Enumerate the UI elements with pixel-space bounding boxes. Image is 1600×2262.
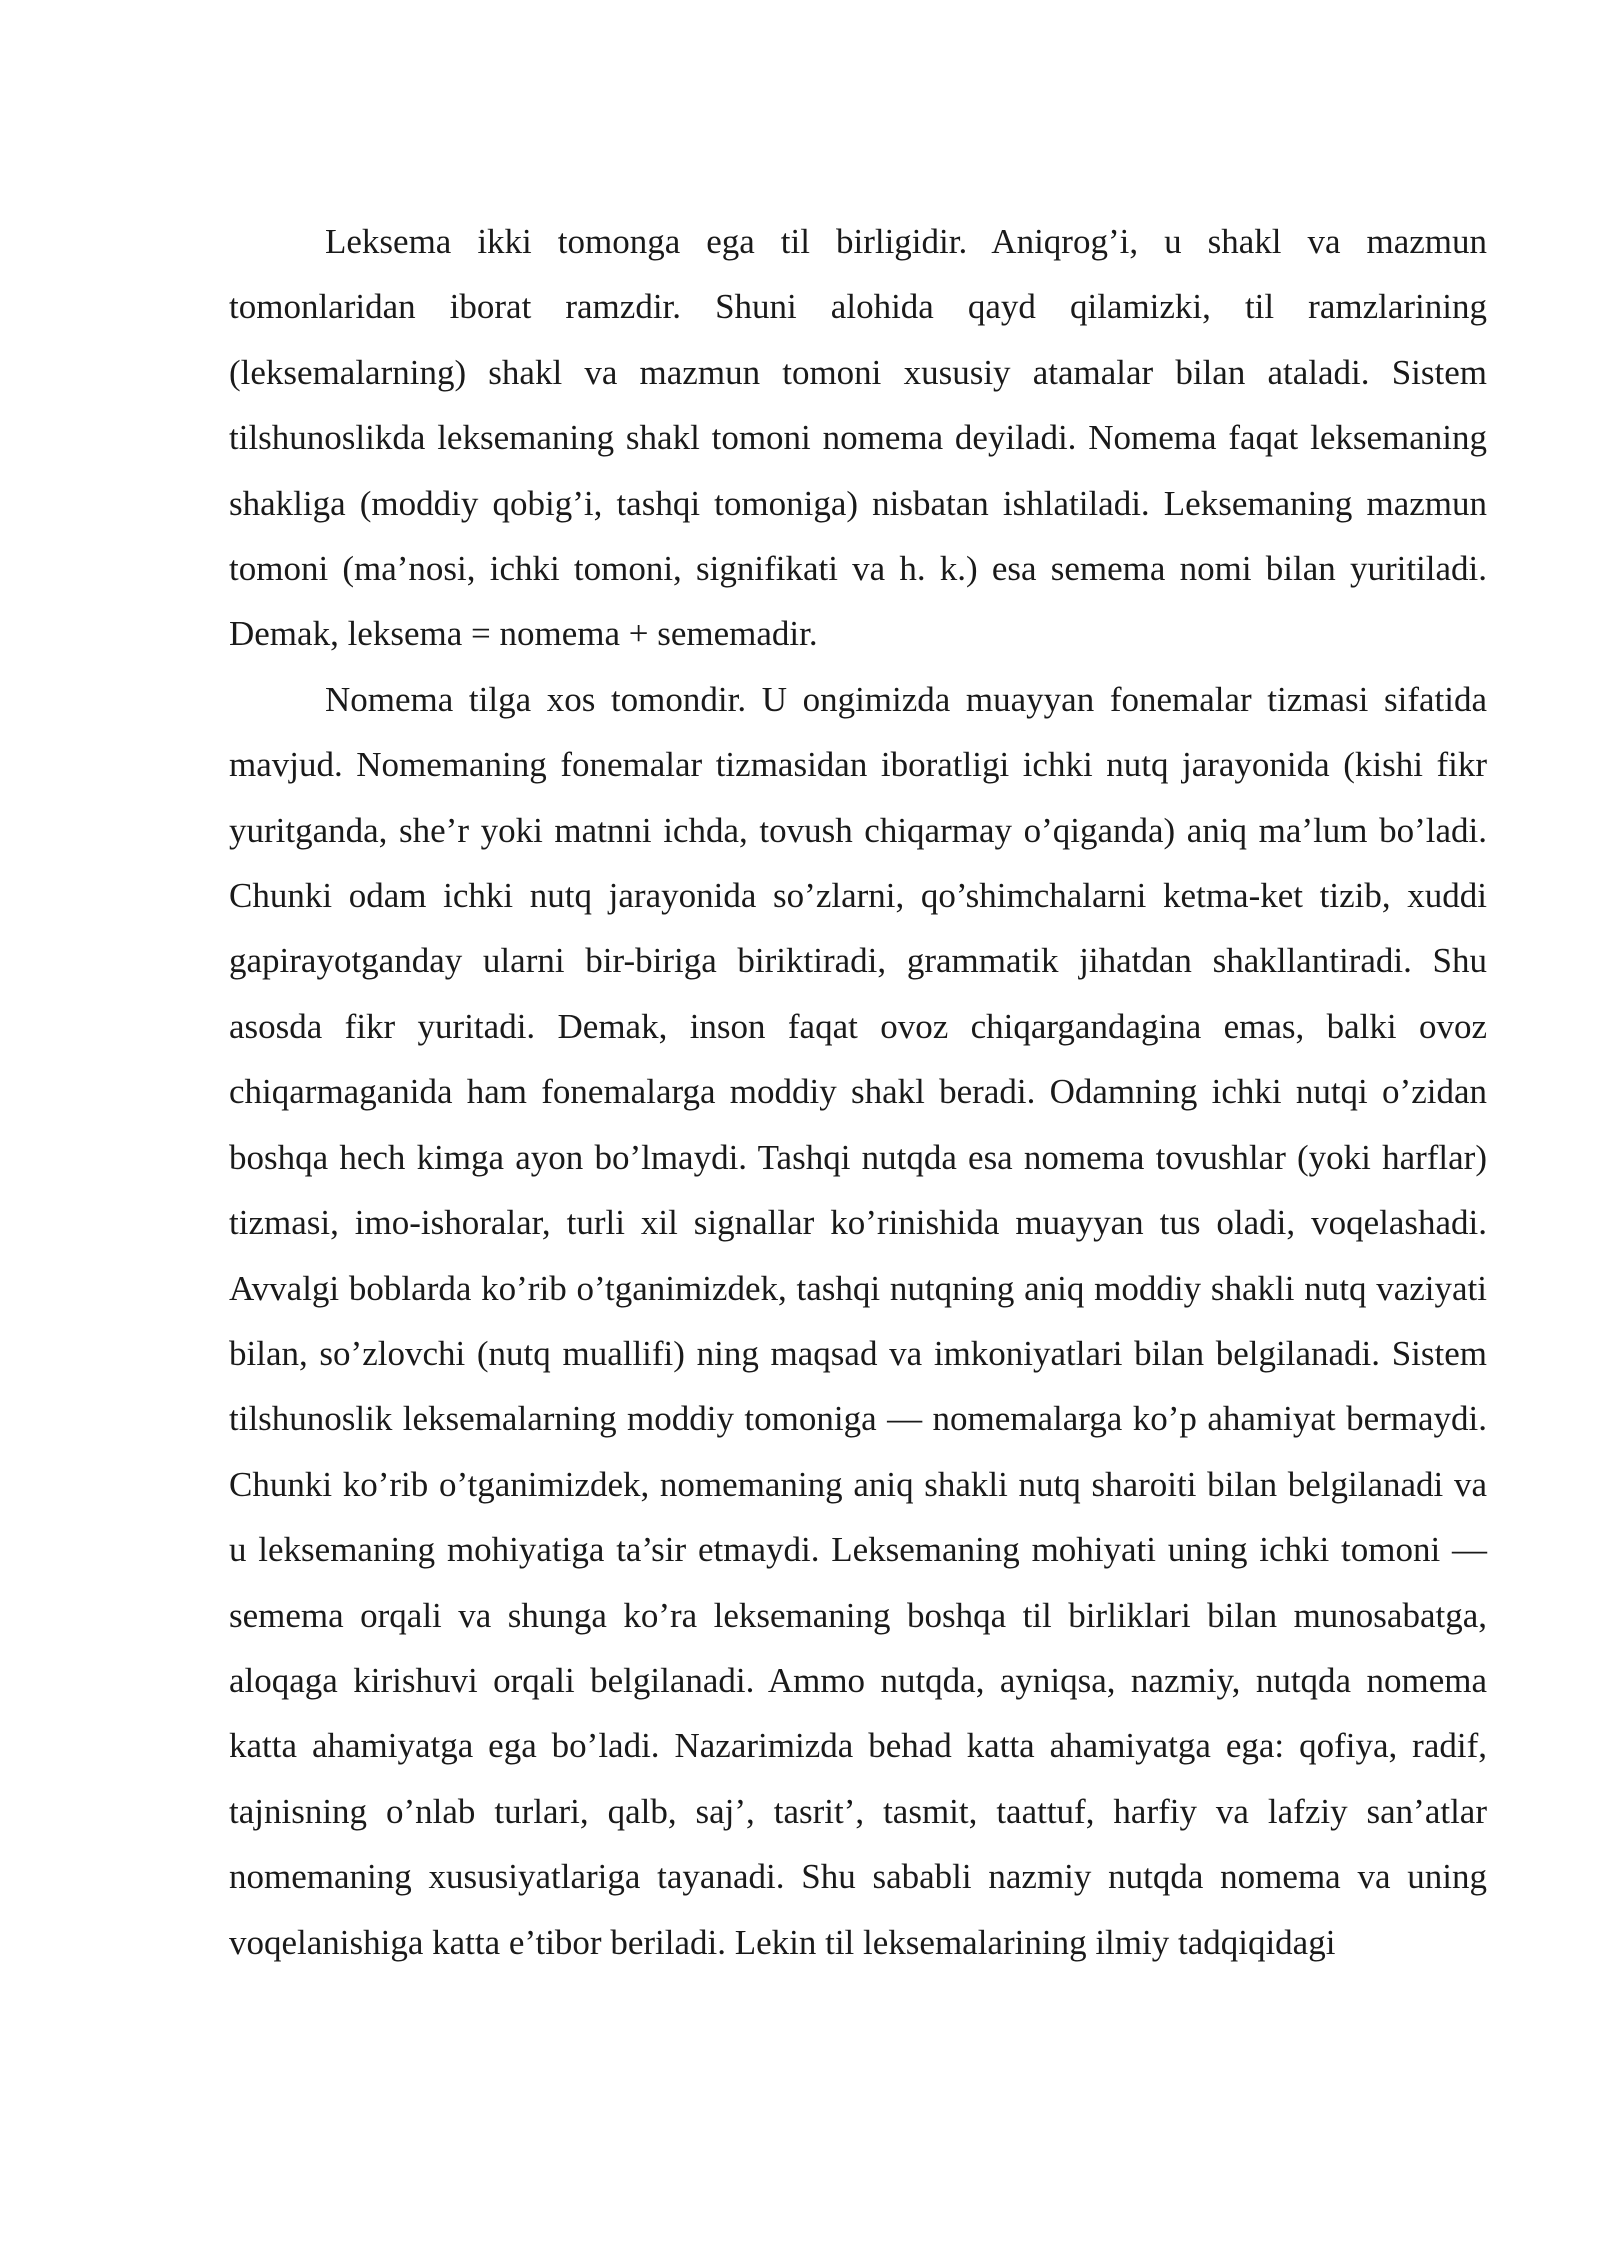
body-text — [229, 209, 1487, 1975]
paragraph-leksema-definition: Leksema ikki tomonga ega til birligidir. Aniqrog’i, u shakl va mazmun tomonlaridan iborat ramzdir. Shuni alohida qayd qilamizki, til ramzlarining (leksemalarning) shakl va mazmun tomoni xususiy atamalar bilan ataladi. Sistem tilshunoslikda leksemaning shakl tomoni nomema deyiladi. Nomema faqat leksemaning shakliga (moddiy qobig’i, tashqi tomoniga) nisbatan ishlatiladi. Leksemaning mazmun tomoni (ma’nosi, ichki tomoni, signifikati va h. k.) esa semema nomi bilan yuritiladi. Demak, leksema = nomema + sememadir. — [229, 222, 1487, 654]
paragraph-nomema-description: Nomema tilga xos tomondir. U ongimizda muayyan fonemalar tizmasi sifatida mavjud. Nomemaning fonemalar tizmasidan iboratligi ichki nutq jarayonida (kishi fikr yuritganda, she’r yoki matnni ichda, tovush chiqarmay o’qiganda) aniq ma’lum bo’ladi. Chunki odam ichki nutq jarayonida so’zlarni, qo’shimchalarni ketma-ket tizib, xuddi gapirayotganday ularni bir-biriga biriktiradi, grammatik jihatdan shakllantiradi. Shu asosda fikr yuritadi. Demak, inson faqat ovoz chiqargandagina emas, balki ovoz chiqarmaganida ham fonemalarga moddiy shakl beradi. Odamning ichki nutqi o’zidan boshqa hech kimga ayon bo’lmaydi. Tashqi nutqda esa nomema tovushlar (yoki harflar) tizmasi, imo-ishoralar, turli xil signallar ko’rinishida muayyan tus oladi, voqelashadi. Avvalgi boblarda ko’rib o’tganimizdek, tashqi nutqning aniq moddiy shakli nutq vaziyati bilan, so’zlovchi (nutq muallifi) ning maqsad va imkoniyatlari bilan belgilanadi. Sistem tilshunoslik leksemalarning moddiy tomoniga — nomemalarga ko’p ahamiyat bermaydi. Chunki ko’rib o’tganimizdek, nomemaning aniq shakli nutq sharoiti bilan belgilanadi va u leksemaning mohiyatiga ta’sir etmaydi. Leksemaning mohiyati uning ichki tomoni — semema orqali va shunga ko’ra leksemaning boshqa til birliklari bilan munosabatga, aloqaga kirishuvi orqali belgilanadi. Ammo nutqda, ayniqsa, nazmiy, nutqda nomema katta ahamiyatga ega bo’ladi. Nazarimizda behad katta ahamiyatga ega: qofiya, radif, tajnisning o’nlab turlari, qalb, saj’, tasrit’, tasmit, taattuf, harfiy va lafziy san’atlar nomemaning xususiyatlariga tayanadi. Shu sababli nazmiy nutqda nomema va uning voqelanishiga katta e’tibor beriladi. Lekin til leksemalarining ilmiy tadqiqidagi — [229, 679, 1487, 1962]
